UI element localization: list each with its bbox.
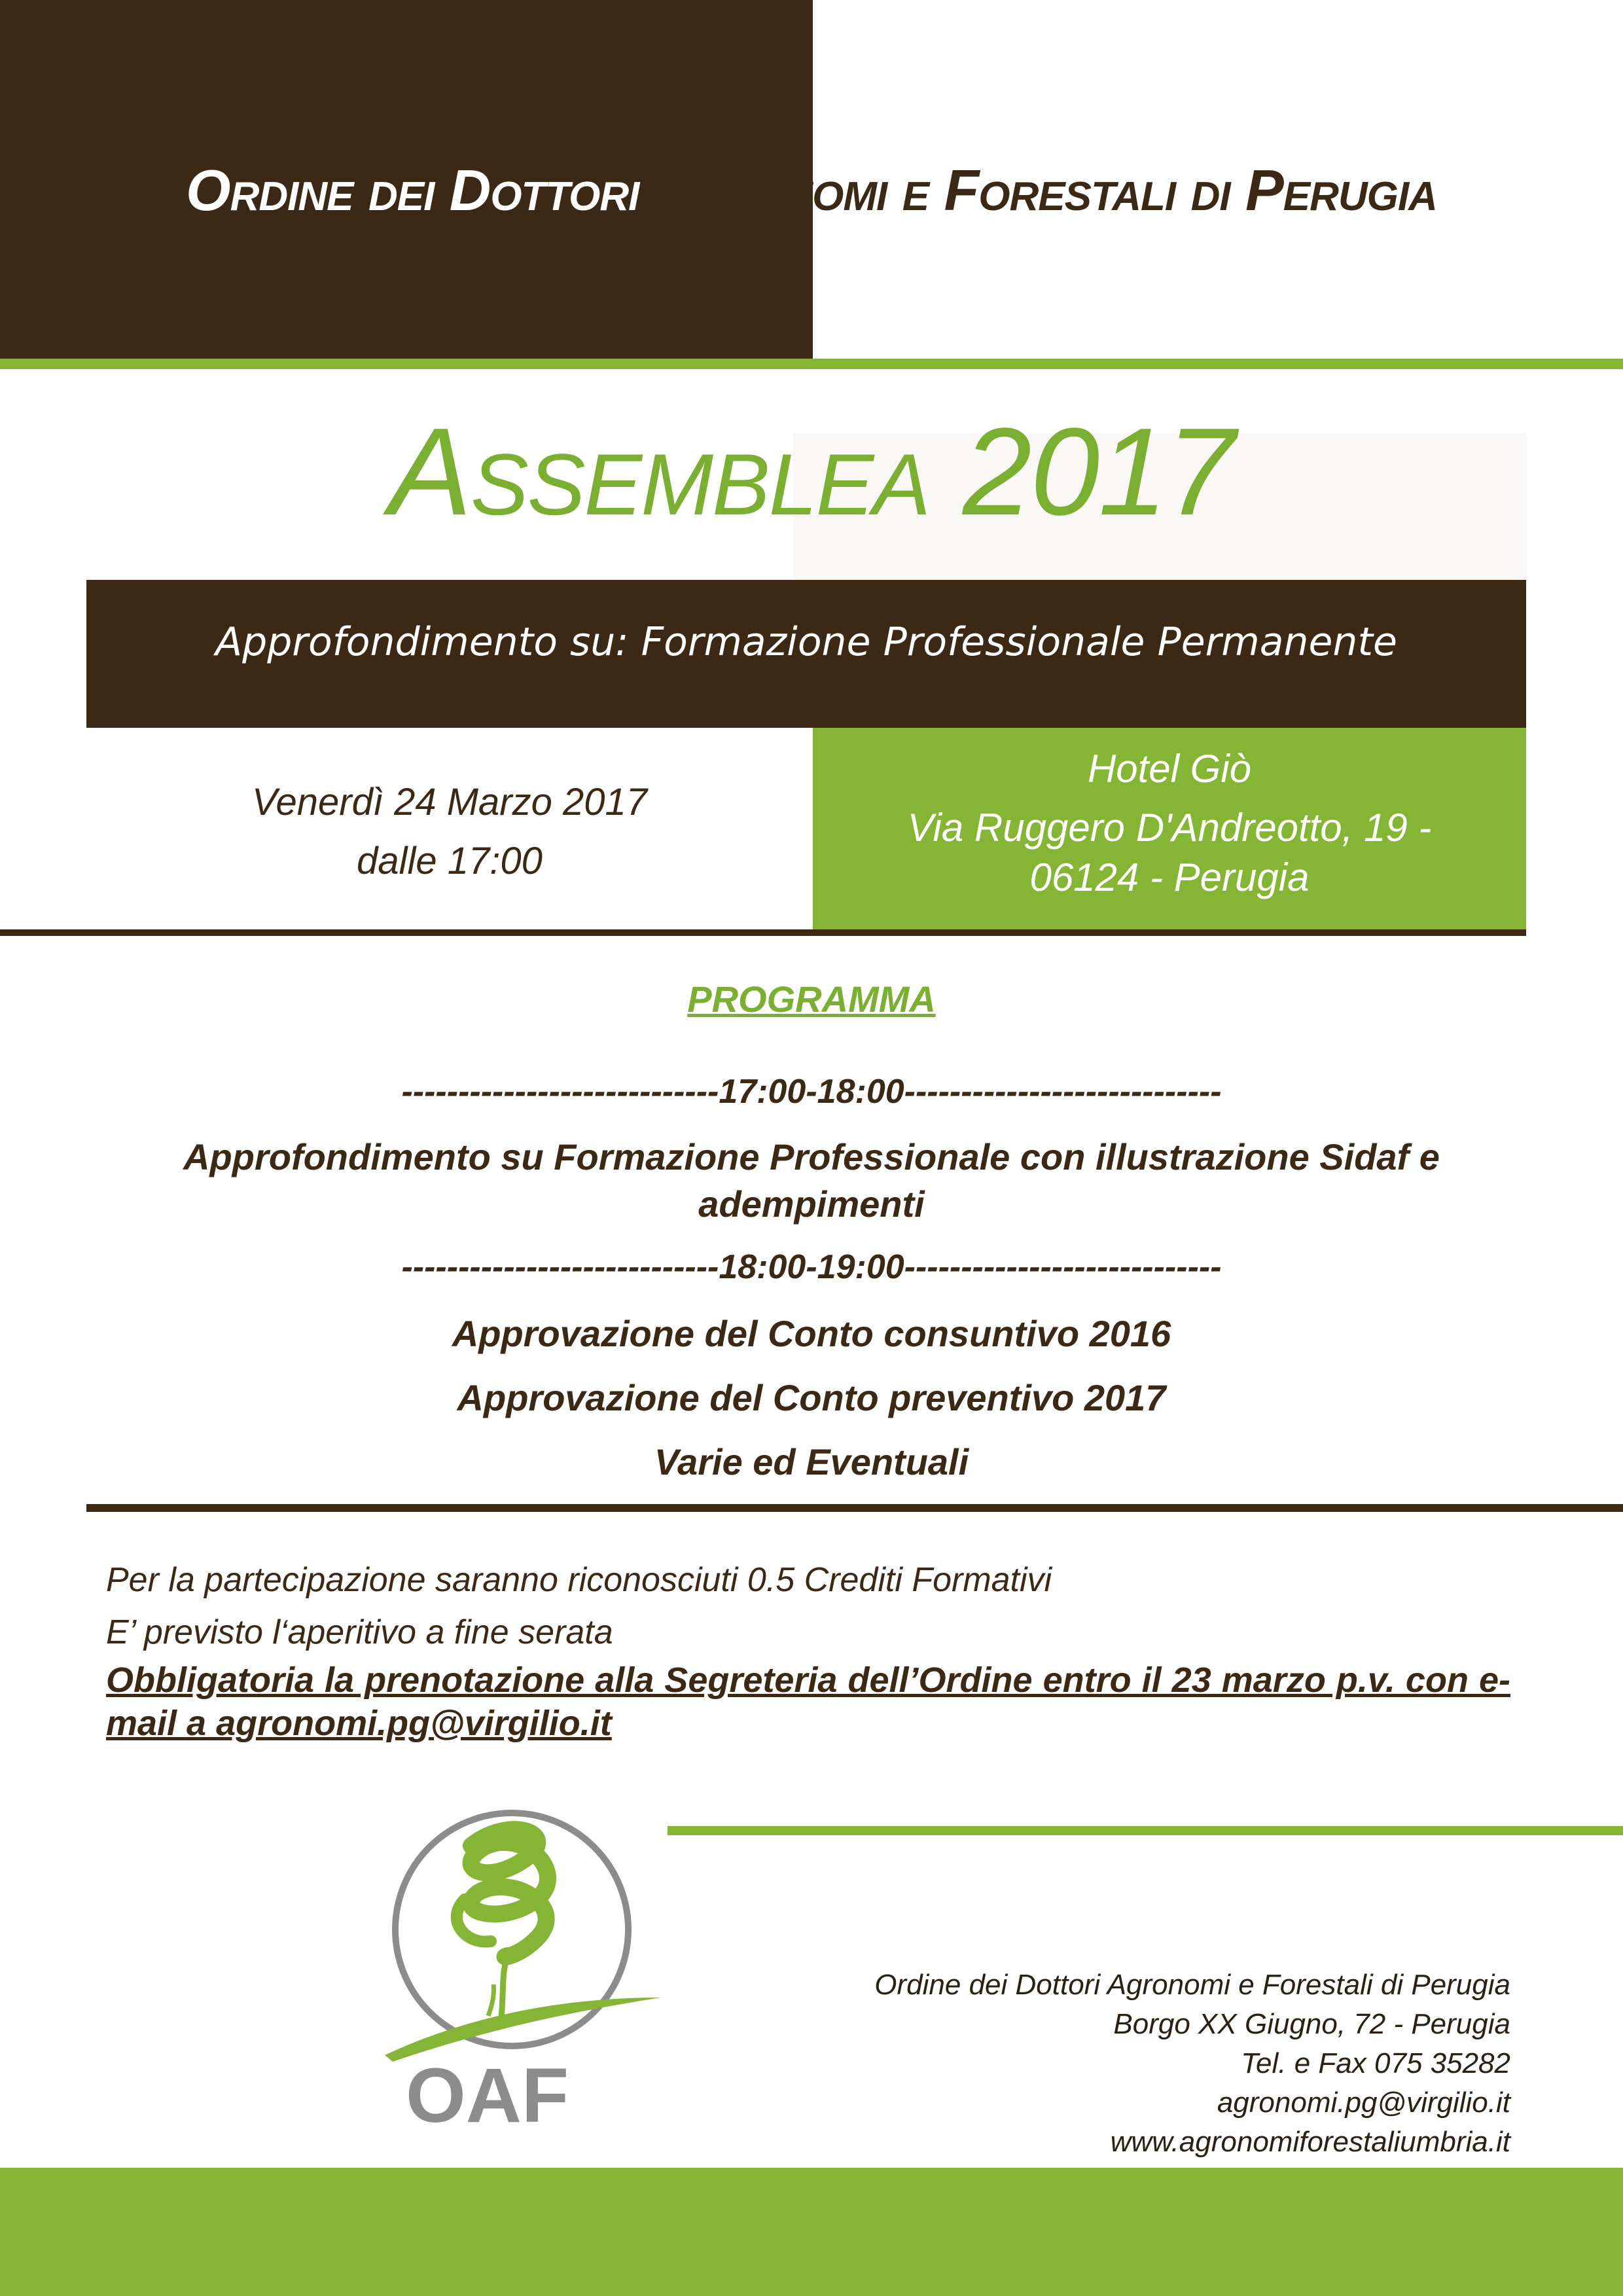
divider-rule — [86, 1504, 1623, 1512]
org-word: di — [1190, 158, 1230, 223]
program-item: Approvazione del Conto preventivo 2017 — [457, 1377, 1166, 1418]
event-date-box — [86, 728, 813, 931]
contact-email[interactable]: agronomi.pg@virgilio.it — [1217, 2087, 1510, 2119]
aperitivo-note: E’ previsto l‘aperitivo a fine serata — [106, 1613, 613, 1651]
org-word: Agronomi — [652, 158, 887, 223]
event-date: Venerdì 24 Marzo 2017 — [251, 781, 647, 823]
venue-address-line2: 06124 - Perugia — [1029, 855, 1310, 899]
event-location-box — [813, 728, 1526, 931]
program-item: Approvazione del Conto consuntivo 2016 — [452, 1313, 1171, 1354]
header-green-divider — [0, 359, 1623, 369]
event-time: dalle 17:00 — [357, 840, 543, 882]
org-word: dei — [368, 158, 435, 223]
time-slot-1: ----------------------------17:00-18:00---------------------------- — [401, 1073, 1222, 1111]
booking-requirement: Obbligatoria la prenotazione alla Segreteria dell’Ordine entro il 23 marzo p.v. con e-mail a agronomi.pg@virgilio.it — [106, 1660, 1510, 1743]
org-word: Perugia — [1245, 158, 1437, 223]
venue-address-line1: Via Ruggero D'Andreotto, 19 - — [907, 806, 1432, 850]
org-word: Forestali — [944, 158, 1176, 223]
program-item: Varie ed Eventuali — [654, 1441, 969, 1482]
contact-address: Borgo XX Giugno, 72 - Perugia — [1113, 2008, 1510, 2040]
oaf-logo-text: OAF — [406, 2053, 569, 2128]
contact-phone: Tel. e Fax 075 35282 — [1241, 2047, 1510, 2079]
org-word: e — [902, 158, 929, 223]
program-item: Approfondimento su Formazione Professionale con illustrazione Sidaf e adempimenti — [183, 1136, 1440, 1225]
oaf-tree-icon — [373, 1801, 674, 2128]
footer-green-band — [0, 2168, 1623, 2296]
assembly-subtitle: Approfondimento su: Formazione Professionale Permanente — [215, 619, 1397, 665]
organization-title — [0, 157, 1623, 224]
programma-title: PROGRAMMA — [687, 978, 936, 1020]
time-slot-2: ----------------------------18:00-19:00---------------------------- — [401, 1248, 1222, 1286]
org-word: Ordine — [186, 158, 353, 223]
contact-website[interactable]: www.agronomiforestaliumbria.it — [1110, 2126, 1510, 2158]
oaf-tree-logo — [373, 1801, 674, 2128]
venue-name: Hotel Giò — [1087, 747, 1252, 791]
contact-org-name: Ordine dei Dottori Agronomi e Forestali di Perugia — [874, 1969, 1510, 2001]
credits-note: Per la partecipazione saranno riconosciuti 0.5 Crediti Formativi — [106, 1561, 1052, 1599]
divider-rule — [0, 929, 1526, 936]
org-word: Dottori — [449, 158, 639, 223]
assembly-title: Assemblea 2017 — [389, 403, 1234, 541]
footer-green-divider — [668, 1826, 1623, 1835]
